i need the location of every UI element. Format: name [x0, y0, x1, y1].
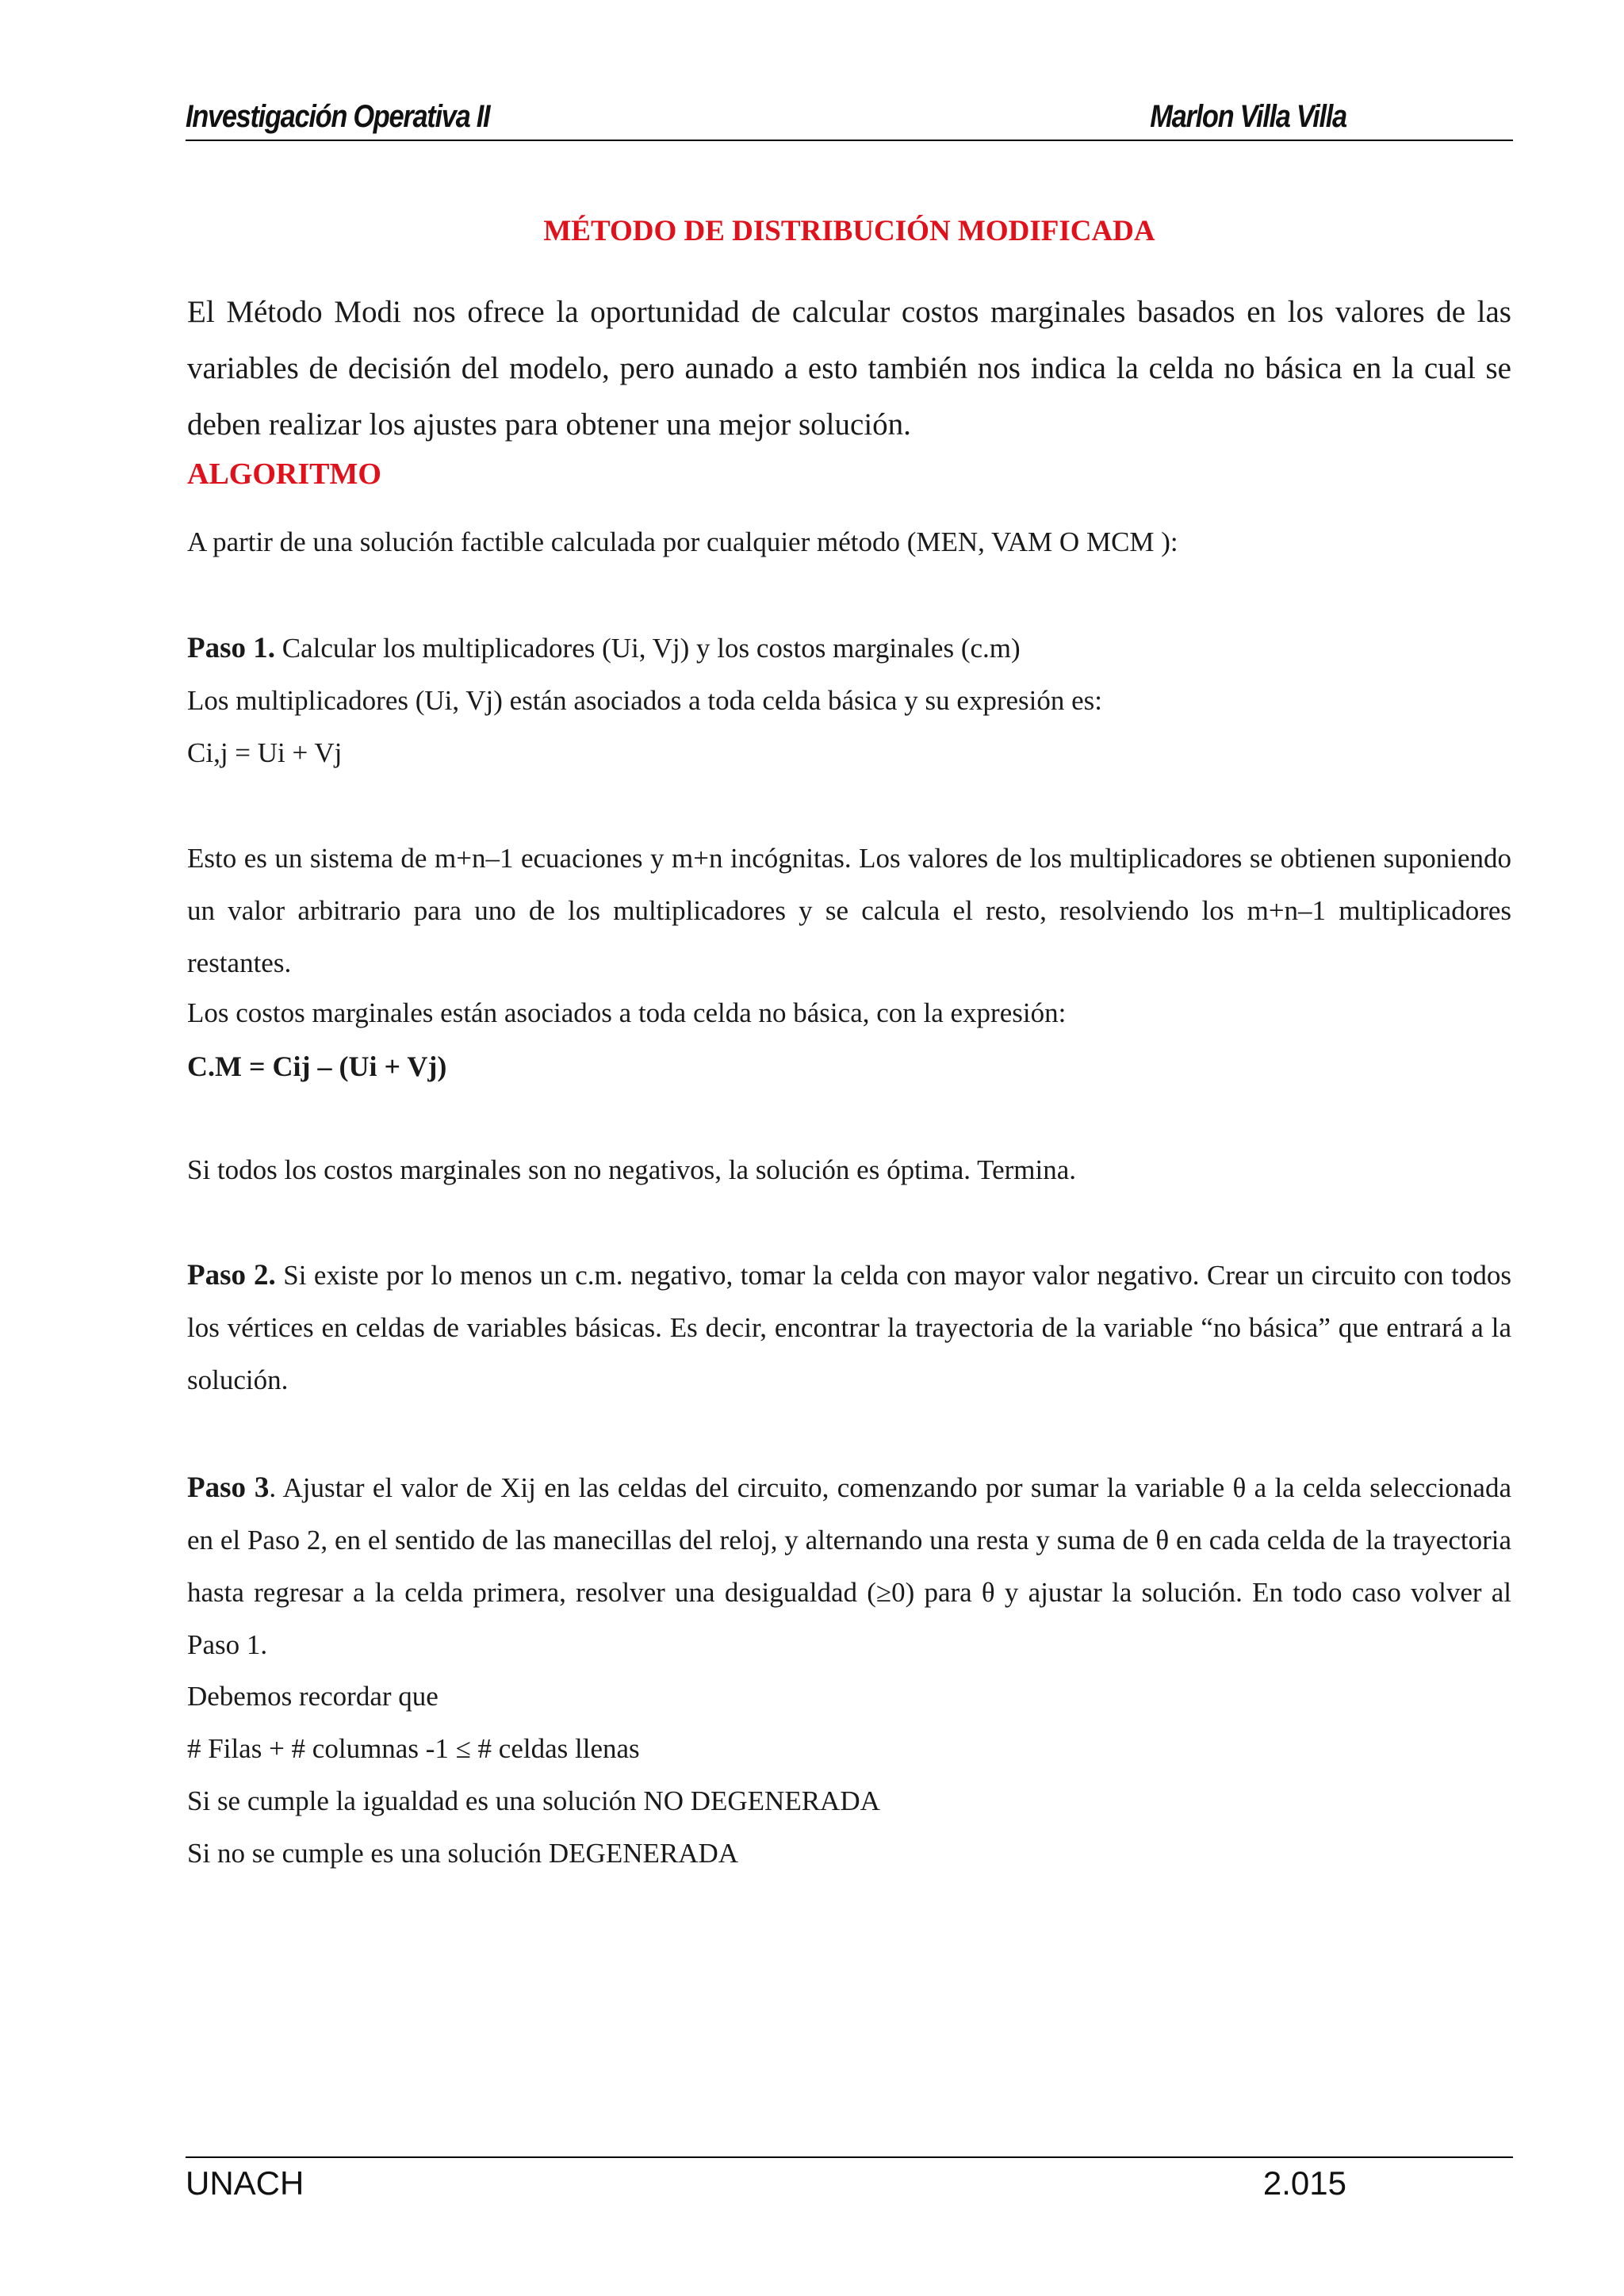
- footer-institution: UNACH: [186, 2164, 304, 2202]
- intro-paragraph: El Método Modi nos ofrece la oportunidad de calcular costos marginales basados en los valores de las variables de decisión del modelo, pero aunado a esto también nos indica la celda no básica en la cual se deben realizar los ajustes para obtener una mejor solución.: [187, 295, 1511, 442]
- algorithm-heading: ALGORITMO: [187, 457, 381, 491]
- step1-line: [187, 631, 1021, 665]
- page-footer: [186, 2156, 1513, 2202]
- step1-text: Calcular los multiplicadores (Ui, Vj) y los costos marginales (c.m): [275, 633, 1021, 664]
- closing-line-3: Si se cumple la igualdad es una solución NO DEGENERADA: [187, 1785, 880, 1816]
- step2-text: Si existe por lo menos un c.m. negativo, tomar la celda con mayor valor negativo. Crear un circuito con todos los vértices en celdas de variables básicas. Es decir, encontrar la trayectoria de la variable “no básica” que entrará a la solución.: [187, 1260, 1511, 1395]
- header-course-title: Investigación Operativa II: [186, 99, 490, 134]
- closing-line-2: # Filas + # columnas -1 ≤ # celdas llenas: [187, 1733, 640, 1764]
- step3-paragraph: [187, 1462, 1511, 1671]
- system-paragraph: Esto es un sistema de m+n–1 ecuaciones y m+n incógnitas. Los valores de los multiplicadores se obtienen suponiendo un valor arbitrario para uno de los multiplicadores y se calcula el resto, resolviendo los m+n–1 multiplicadores restantes.: [187, 843, 1511, 978]
- algorithm-intro: A partir de una solución factible calculada por cualquier método (MEN, VAM O MCM ):: [187, 526, 1178, 557]
- step3-label: Paso 3: [187, 1471, 270, 1504]
- closing-line-4: Si no se cumple es una solución DEGENERADA: [187, 1838, 739, 1869]
- step2-paragraph: [187, 1249, 1511, 1406]
- marginal-costs-line: Los costos marginales están asociados a toda celda no básica, con la expresión:: [187, 997, 1067, 1028]
- step3-text: . Ajustar el valor de Xij en las celdas del circuito, comenzando por sumar la variable θ a la celda seleccionada en el Paso 2, en el sentido de las manecillas del reloj, y alternando una resta y suma de θ en cada celda de la trayectoria hasta regresar a la celda primera, resolver una desigualdad (≥0) para θ y ajustar la solución. En todo caso volver al Paso 1.: [187, 1472, 1512, 1660]
- formula-cm: C.M = Cij – (Ui + Vj): [187, 1050, 447, 1082]
- step1-multipliers-line: Los multiplicadores (Ui, Vj) están asociados a toda celda básica y su expresión es:: [187, 685, 1103, 716]
- closing-line-1: Debemos recordar que: [187, 1681, 439, 1712]
- footer-year: 2.015: [1262, 2164, 1346, 2202]
- document-title: MÉTODO DE DISTRIBUCIÓN MODIFICADA: [543, 215, 1155, 247]
- optimal-condition: Si todos los costos marginales son no negativos, la solución es óptima. Termina.: [187, 1154, 1077, 1185]
- page-header: [186, 94, 1513, 141]
- formula-cij: Ci,j = Ui + Vj: [187, 737, 343, 768]
- step2-label: Paso 2.: [187, 1259, 276, 1292]
- step1-label: Paso 1.: [187, 632, 275, 664]
- header-author: Marlon Villa Villa: [1150, 99, 1346, 134]
